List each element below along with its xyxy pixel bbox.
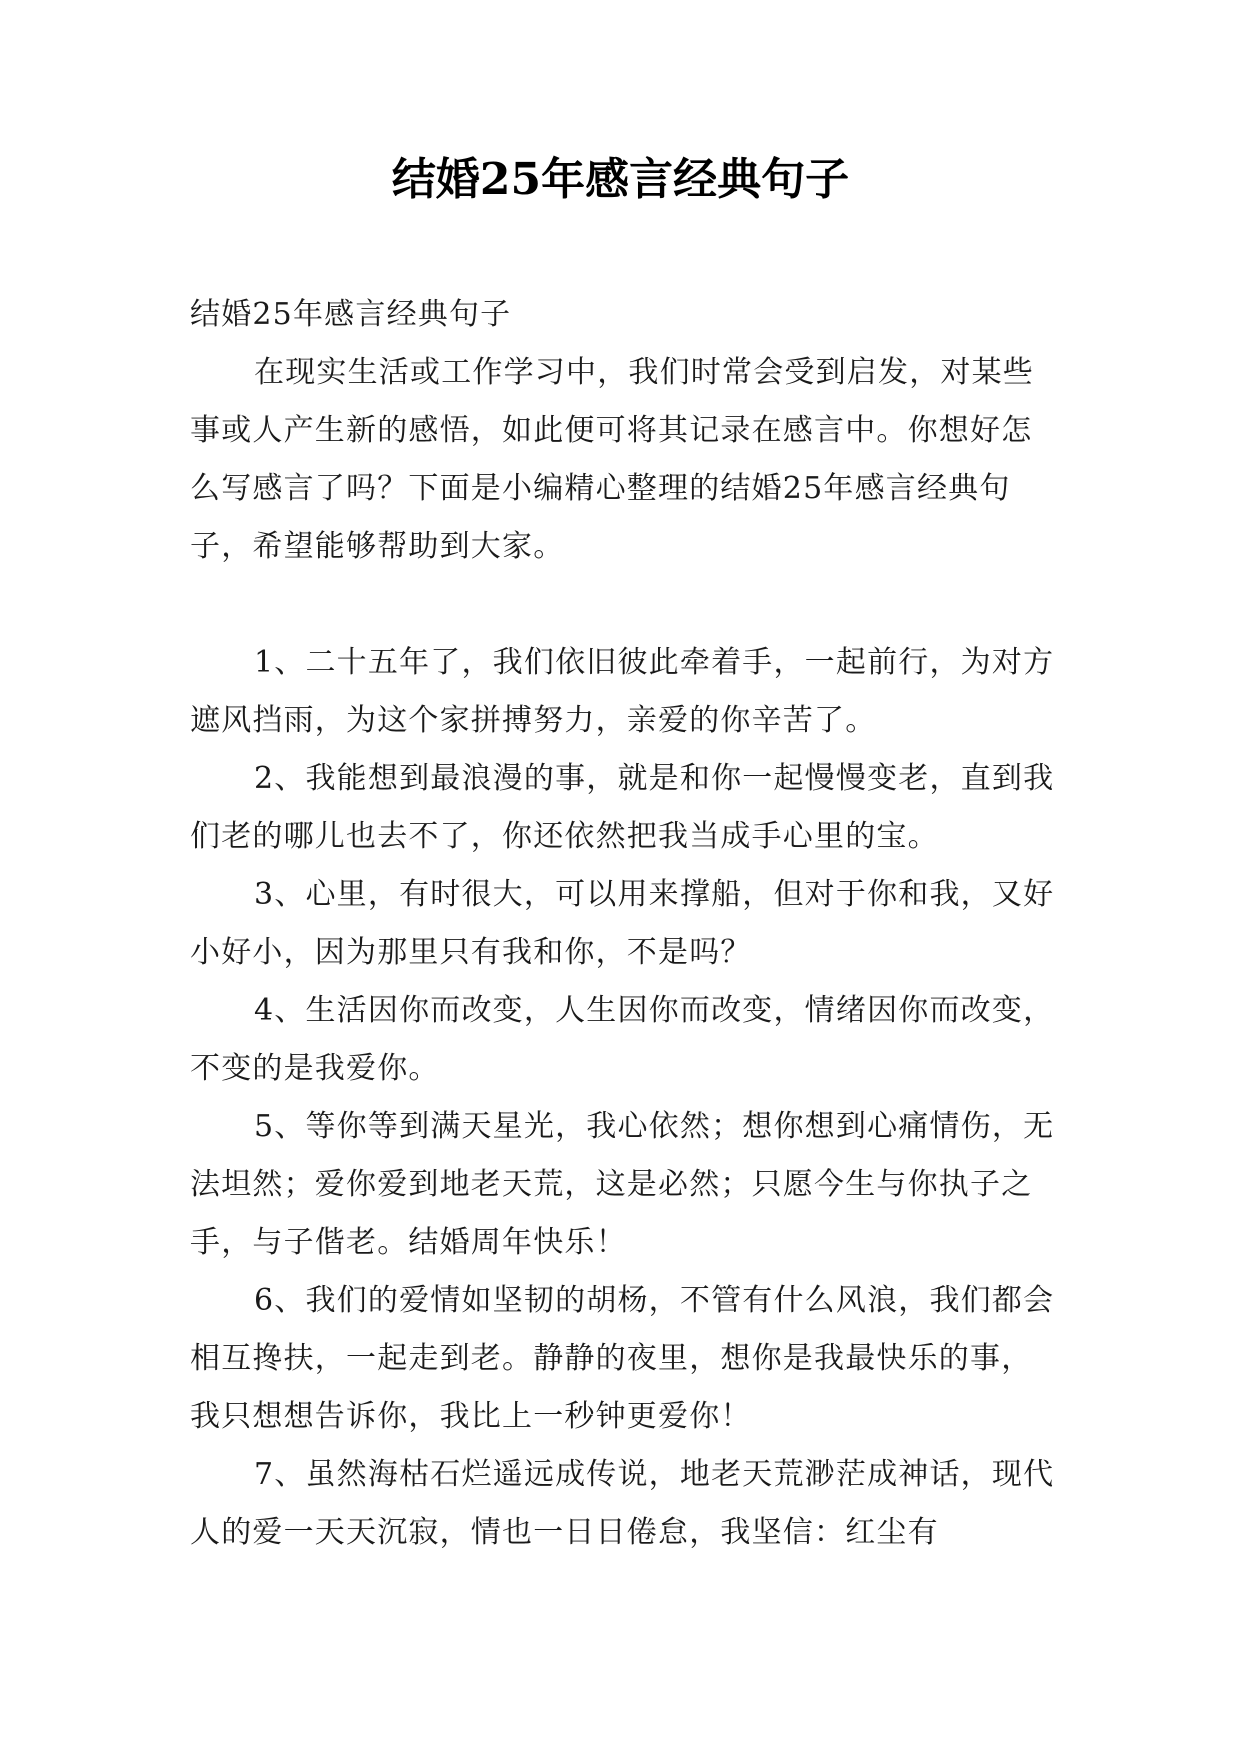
paragraph-spacer <box>190 576 1060 634</box>
list-item: 1、二十五年了，我们依旧彼此牵着手，一起前行，为对方遮风挡雨，为这个家拼搏努力，亲爱的你辛苦了。 <box>190 645 1055 738</box>
document-body <box>190 286 1060 1562</box>
list-item: 7、虽然海枯石烂遥远成传说，地老天荒渺茫成神话，现代人的爱一天天沉寂，情也一日日倦怠，我坚信：红尘有 <box>190 1457 1055 1550</box>
list-item: 3、心里，有时很大，可以用来撑船，但对于你和我，又好小好小，因为那里只有我和你，不是吗？ <box>190 877 1055 970</box>
intro-paragraph: 在现实生活或工作学习中，我们时常会受到启发，对某些事或人产生新的感悟，如此便可将其记录在感言中。你想好怎么写感言了吗？下面是小编精心整理的结婚25年感言经典句子，希望能够帮助到大家。 <box>190 355 1034 564</box>
list-item: 6、我们的爱情如坚韧的胡杨，不管有什么风浪，我们都会相互搀扶，一起走到老。静静的夜里，想你是我最快乐的事，我只想想告诉你，我比上一秒钟更爱你！ <box>190 1283 1055 1434</box>
document-title: 结婚25年感言经典句子 <box>391 154 850 205</box>
list-item: 4、生活因你而改变，人生因你而改变，情绪因你而改变，不变的是我爱你。 <box>190 993 1055 1086</box>
list-item: 2、我能想到最浪漫的事，就是和你一起慢慢变老，直到我们老的哪儿也去不了，你还依然把我当成手心里的宝。 <box>190 761 1055 854</box>
document-subtitle: 结婚25年感言经典句子 <box>190 297 512 332</box>
list-item: 5、等你等到满天星光，我心依然；想你想到心痛情伤，无法坦然；爱你爱到地老天荒，这是必然；只愿今生与你执子之手，与子偕老。结婚周年快乐！ <box>190 1109 1055 1260</box>
